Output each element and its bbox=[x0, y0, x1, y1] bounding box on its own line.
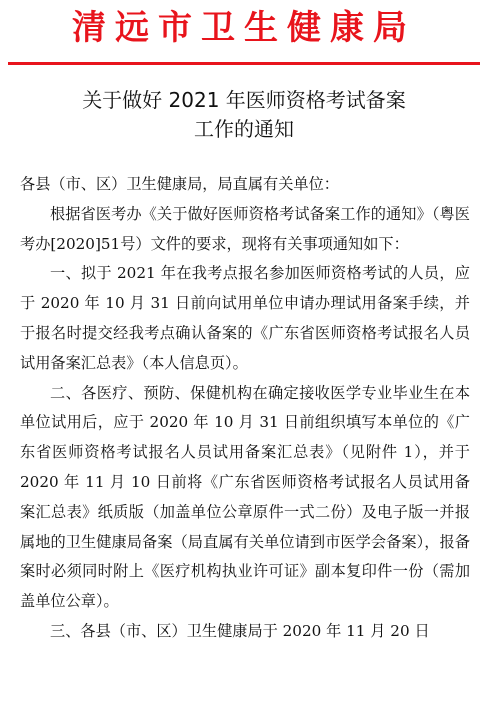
salutation: 各县（市、区）卫生健康局，局直属有关单位： bbox=[20, 175, 339, 193]
paragraph-item-2: 二、各医疗、预防、保健机构在确定接收医学专业毕业生在本单位试用后，应于 2020 年 10 月 31 日前组织填写本单位的《广东省医师资格考试报名人员试用备案汇总表》（见附件 1），并于 2020 年 11 月 10 日前将《广东省医师资格考试报名人员试用备案汇总表》纸质版（加盖单位公章原件一式二份）及电子版一并报属地的卫生健康局备案（局直属有关单位请到市医学会备案），报备案时必须同时附上《医疗机构执业许可证》副本复印件一份（需加盖单位公章）。 bbox=[20, 383, 470, 611]
document-title-line-2: 工作的通知 bbox=[194, 117, 294, 141]
paragraph-item-1: 一、拟于 2021 年在我考点报名参加医师资格考试的人员，应于 2020 年 10 月 31 日前向试用单位申请办理试用备案手续，并于报名时提交经我考点确认备案的《广东省医师资格考试报名人员试用备案汇总表》（本人信息页）。 bbox=[20, 264, 470, 372]
issuing-authority-name: 清远市卫生健康局 bbox=[72, 8, 416, 48]
document-title bbox=[0, 86, 488, 144]
document-body bbox=[20, 170, 470, 647]
paragraph-intro: 根据省医考办《关于做好医师资格考试备案工作的通知》（粤医考办[2020]51号）文件的要求，现将有关事项通知如下： bbox=[20, 204, 470, 253]
letterhead-red-rule bbox=[8, 62, 480, 65]
paragraph-item-3: 三、各县（市、区）卫生健康局于 2020 年 11 月 20 日 bbox=[50, 621, 430, 640]
document-title-line-1: 关于做好 2021 年医师资格考试备案 bbox=[82, 88, 406, 112]
letterhead bbox=[0, 0, 488, 66]
